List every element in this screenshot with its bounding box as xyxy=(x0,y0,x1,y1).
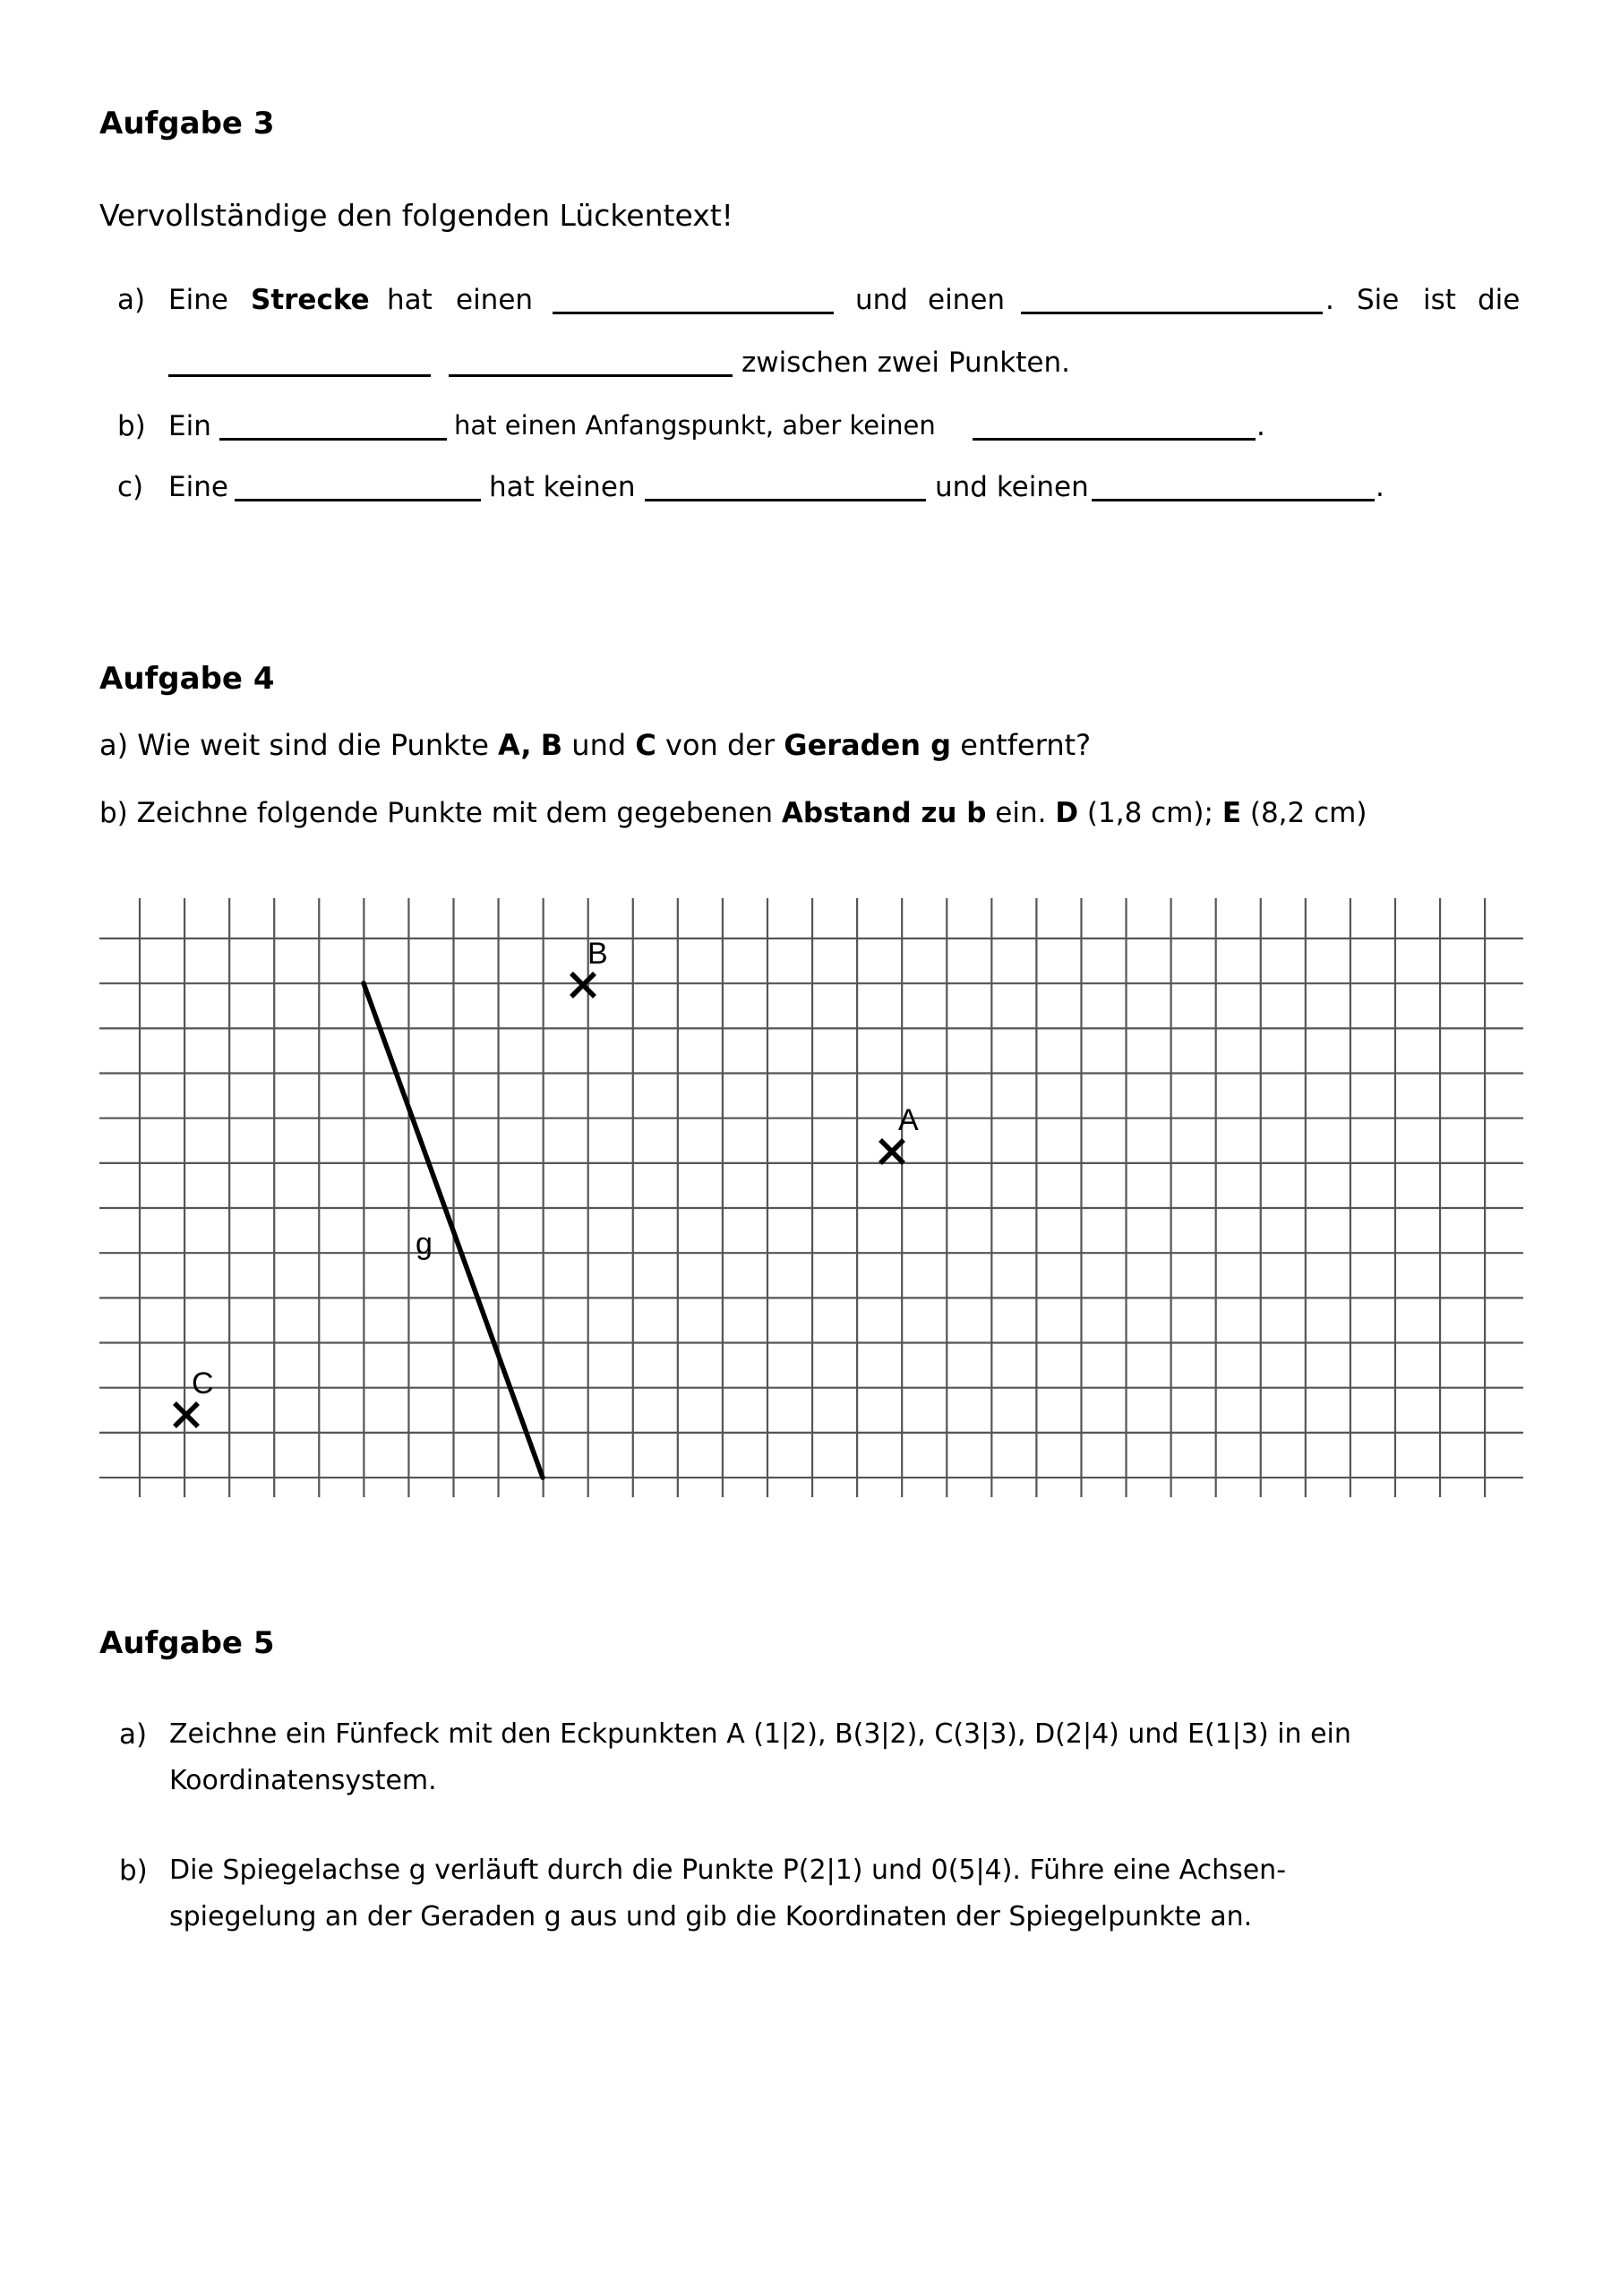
text: Eine xyxy=(168,284,228,316)
item-marker: b) xyxy=(117,410,146,442)
aufgabe-5-title: Aufgabe 5 xyxy=(99,1625,275,1661)
item-marker: a) xyxy=(119,1718,148,1751)
point-b-label: B xyxy=(587,937,608,971)
text: Die Spiegelachse g verläuft durch die Punkte P(2|1) und 0(5|4). Führe eine Achsen- xyxy=(169,1855,1287,1886)
aufgabe-3-title: Aufgabe 3 xyxy=(99,106,275,141)
text: einen xyxy=(928,284,1006,316)
text: spiegelung an der Geraden g aus und gib die Koordinaten der Spiegelpunkte an. xyxy=(169,1901,1253,1932)
text: (8,2 cm) xyxy=(1249,797,1367,829)
text: und keinen xyxy=(935,471,1089,503)
text: entfernt? xyxy=(960,728,1092,762)
text: b) Zeichne folgende Punkte mit dem gegebenen xyxy=(99,797,774,829)
cross-icon xyxy=(175,1403,198,1426)
text: hat einen Anfangspunkt, aber keinen xyxy=(454,410,936,441)
aufgabe-3-instruction: Vervollständige den folgenden Lückentext! xyxy=(99,198,733,233)
item-marker: b) xyxy=(119,1855,148,1887)
line-g-label: g xyxy=(416,1227,433,1261)
point-ref-b: B xyxy=(540,728,563,762)
text: die xyxy=(1478,284,1521,316)
text: von der xyxy=(665,728,776,762)
text: (1,8 cm); xyxy=(1086,797,1213,829)
text: Ein xyxy=(168,410,211,442)
point-a-label: A xyxy=(898,1103,919,1137)
text: , xyxy=(520,728,532,762)
point-ref-e: E xyxy=(1221,797,1241,829)
aufgabe-4-title: Aufgabe 4 xyxy=(99,661,275,697)
text: Eine xyxy=(168,471,228,503)
keyword-strecke: Strecke xyxy=(251,284,370,316)
text: Zeichne ein Fünfeck mit den Eckpunkten A (1|2), B(3|2), C(3|3), D(2|4) und E(1|3) in ein xyxy=(169,1718,1351,1750)
text: Sie xyxy=(1357,284,1400,316)
item-marker: a) xyxy=(117,284,146,316)
point-ref-d: D xyxy=(1055,797,1079,829)
text: und xyxy=(571,728,627,762)
cross-icon xyxy=(571,973,595,997)
text: ist xyxy=(1423,284,1456,316)
text: hat keinen xyxy=(489,471,636,503)
point-c-label: C xyxy=(192,1366,214,1401)
text: . xyxy=(1376,471,1384,503)
keyword-geraden-g: Geraden g xyxy=(784,728,952,762)
text: und xyxy=(855,284,908,316)
text: zwischen zwei Punkten. xyxy=(741,347,1070,379)
grid-lines xyxy=(99,898,1523,1497)
text: einen xyxy=(456,284,534,316)
keyword-abstand: Abstand zu b xyxy=(781,797,987,829)
point-ref-a: A xyxy=(498,728,521,762)
text: a) Wie weit sind die Punkte xyxy=(99,728,489,762)
point-ref-c: C xyxy=(635,728,656,762)
text: hat xyxy=(387,284,433,316)
text: ein. xyxy=(995,797,1047,829)
point-b-marker xyxy=(571,937,608,997)
text: . xyxy=(1325,284,1334,316)
point-a-marker xyxy=(880,1103,919,1163)
item-marker: c) xyxy=(117,471,144,503)
point-c-marker xyxy=(175,1366,214,1426)
text: . xyxy=(1256,410,1265,442)
cross-icon xyxy=(880,1140,904,1163)
text: Koordinatensystem. xyxy=(169,1765,437,1796)
